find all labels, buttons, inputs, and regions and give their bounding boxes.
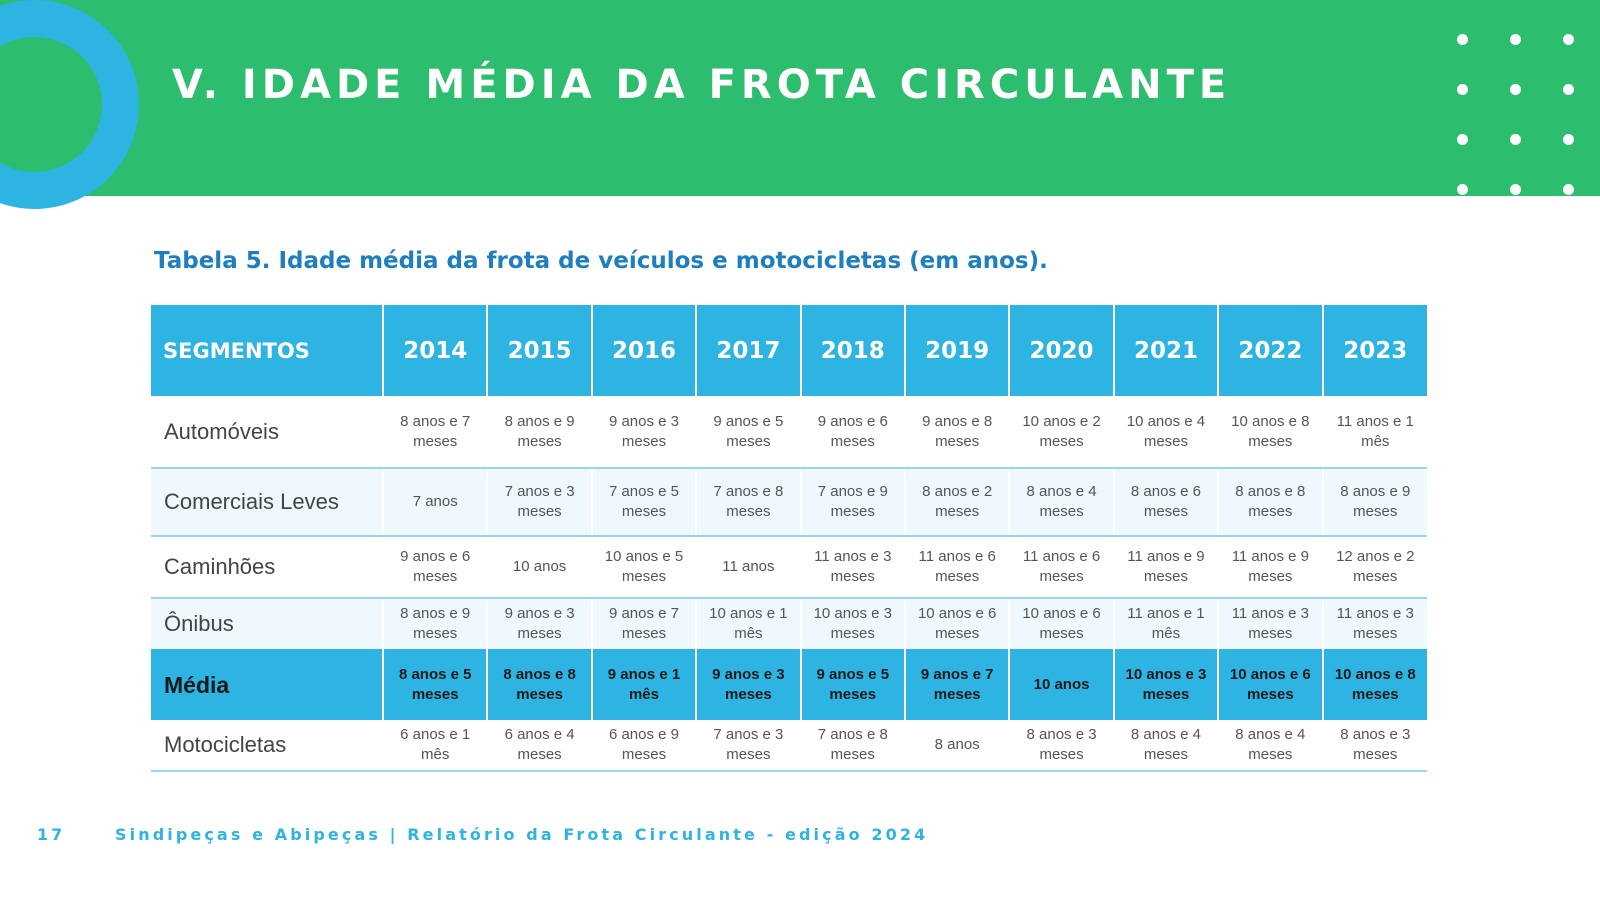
- table-cell: 11 anos e 1 mês: [1323, 396, 1427, 468]
- table-header-row: [151, 305, 1427, 396]
- column-header: 2023: [1323, 305, 1427, 396]
- table-cell: 11 anos e 6 meses: [905, 536, 1009, 598]
- table-cell: 7 anos e 8 meses: [801, 720, 905, 771]
- table-row-comerciais-leves: [151, 468, 1427, 536]
- column-header: 2019: [905, 305, 1009, 396]
- table-cell: 8 anos e 3 meses: [1323, 720, 1427, 771]
- table-cell: 9 anos e 6 meses: [801, 396, 905, 468]
- table-cell: 7 anos e 3 meses: [696, 720, 800, 771]
- table-cell: 6 anos e 4 meses: [487, 720, 591, 771]
- column-header: 2021: [1114, 305, 1218, 396]
- table-cell: 8 anos: [905, 720, 1009, 771]
- table-cell: 9 anos e 3 meses: [487, 598, 591, 649]
- table-cell: 9 anos e 3 meses: [592, 396, 696, 468]
- table-cell: 8 anos e 3 meses: [1009, 720, 1113, 771]
- table-cell: 8 anos e 9 meses: [487, 396, 591, 468]
- table-caption: Tabela 5. Idade média da frota de veículos e motocicletas (em anos).: [154, 248, 1048, 274]
- table-row-caminhoes: [151, 536, 1427, 598]
- table-cell: 11 anos e 3 meses: [801, 536, 905, 598]
- table-cell: 8 anos e 9 meses: [1323, 468, 1427, 536]
- table-cell: 7 anos e 3 meses: [487, 468, 591, 536]
- table-row-motocicletas: [151, 720, 1427, 771]
- table-cell: 9 anos e 7 meses: [905, 649, 1009, 720]
- table-cell: 11 anos e 9 meses: [1218, 536, 1322, 598]
- table-cell: 10 anos e 6 meses: [905, 598, 1009, 649]
- table-cell: 8 anos e 2 meses: [905, 468, 1009, 536]
- table-cell: 11 anos e 9 meses: [1114, 536, 1218, 598]
- page-number: 17: [37, 825, 66, 844]
- row-label: Comerciais Leves: [151, 468, 383, 536]
- row-label: Ônibus: [151, 598, 383, 649]
- ring-decoration: [0, 0, 139, 209]
- table-cell: 7 anos e 5 meses: [592, 468, 696, 536]
- table-cell: 9 anos e 1 mês: [592, 649, 696, 720]
- table-cell: 8 anos e 8 meses: [1218, 468, 1322, 536]
- row-label: Média: [151, 649, 383, 720]
- table-cell: 8 anos e 6 meses: [1114, 468, 1218, 536]
- table-cell: 10 anos: [487, 536, 591, 598]
- table-cell: 10 anos: [1009, 649, 1113, 720]
- table-cell: 7 anos e 9 meses: [801, 468, 905, 536]
- dot-grid-decoration: [1457, 34, 1577, 196]
- table-cell: 11 anos e 1 mês: [1114, 598, 1218, 649]
- page-title: V. IDADE MÉDIA DA FROTA CIRCULANTE: [172, 62, 1232, 108]
- table-cell: 10 anos e 3 meses: [801, 598, 905, 649]
- table-cell: 11 anos e 3 meses: [1218, 598, 1322, 649]
- table-cell: 8 anos e 7 meses: [383, 396, 487, 468]
- table-cell: 10 anos e 6 meses: [1009, 598, 1113, 649]
- column-header: 2015: [487, 305, 591, 396]
- table-row-media: [151, 649, 1427, 720]
- column-header: SEGMENTOS: [151, 305, 383, 396]
- table-cell: 10 anos e 8 meses: [1218, 396, 1322, 468]
- table-cell: 8 anos e 8 meses: [487, 649, 591, 720]
- table-cell: 6 anos e 9 meses: [592, 720, 696, 771]
- table-cell: 9 anos e 5 meses: [801, 649, 905, 720]
- row-label: Motocicletas: [151, 720, 383, 771]
- column-header: 2018: [801, 305, 905, 396]
- header-banner: [0, 0, 1600, 196]
- table-cell: 10 anos e 1 mês: [696, 598, 800, 649]
- table-cell: 9 anos e 7 meses: [592, 598, 696, 649]
- table-cell: 8 anos e 4 meses: [1114, 720, 1218, 771]
- table-cell: 8 anos e 5 meses: [383, 649, 487, 720]
- column-header: 2022: [1218, 305, 1322, 396]
- table-cell: 8 anos e 4 meses: [1009, 468, 1113, 536]
- table-cell: 10 anos e 2 meses: [1009, 396, 1113, 468]
- column-header: 2017: [696, 305, 800, 396]
- table-cell: 10 anos e 6 meses: [1218, 649, 1322, 720]
- table-cell: 11 anos: [696, 536, 800, 598]
- column-header: 2016: [592, 305, 696, 396]
- table-cell: 10 anos e 3 meses: [1114, 649, 1218, 720]
- row-label: Caminhões: [151, 536, 383, 598]
- table-cell: 11 anos e 3 meses: [1323, 598, 1427, 649]
- table-cell: 9 anos e 3 meses: [696, 649, 800, 720]
- table-cell: 9 anos e 6 meses: [383, 536, 487, 598]
- table-cell: 10 anos e 4 meses: [1114, 396, 1218, 468]
- table-cell: 10 anos e 8 meses: [1323, 649, 1427, 720]
- table-cell: 12 anos e 2 meses: [1323, 536, 1427, 598]
- table-row-onibus: [151, 598, 1427, 649]
- table-cell: 6 anos e 1 mês: [383, 720, 487, 771]
- table-cell: 8 anos e 4 meses: [1218, 720, 1322, 771]
- report-footer: Sindipeças e Abipeças | Relatório da Frota Circulante - edição 2024: [115, 825, 929, 844]
- table-row-automoveis: [151, 396, 1427, 468]
- row-label: Automóveis: [151, 396, 383, 468]
- table-cell: 7 anos: [383, 468, 487, 536]
- table-cell: 11 anos e 6 meses: [1009, 536, 1113, 598]
- column-header: 2020: [1009, 305, 1113, 396]
- table-cell: 10 anos e 5 meses: [592, 536, 696, 598]
- table-cell: 9 anos e 5 meses: [696, 396, 800, 468]
- table-cell: 7 anos e 8 meses: [696, 468, 800, 536]
- table-cell: 9 anos e 8 meses: [905, 396, 1009, 468]
- fleet-age-table: [151, 305, 1427, 772]
- table-cell: 8 anos e 9 meses: [383, 598, 487, 649]
- column-header: 2014: [383, 305, 487, 396]
